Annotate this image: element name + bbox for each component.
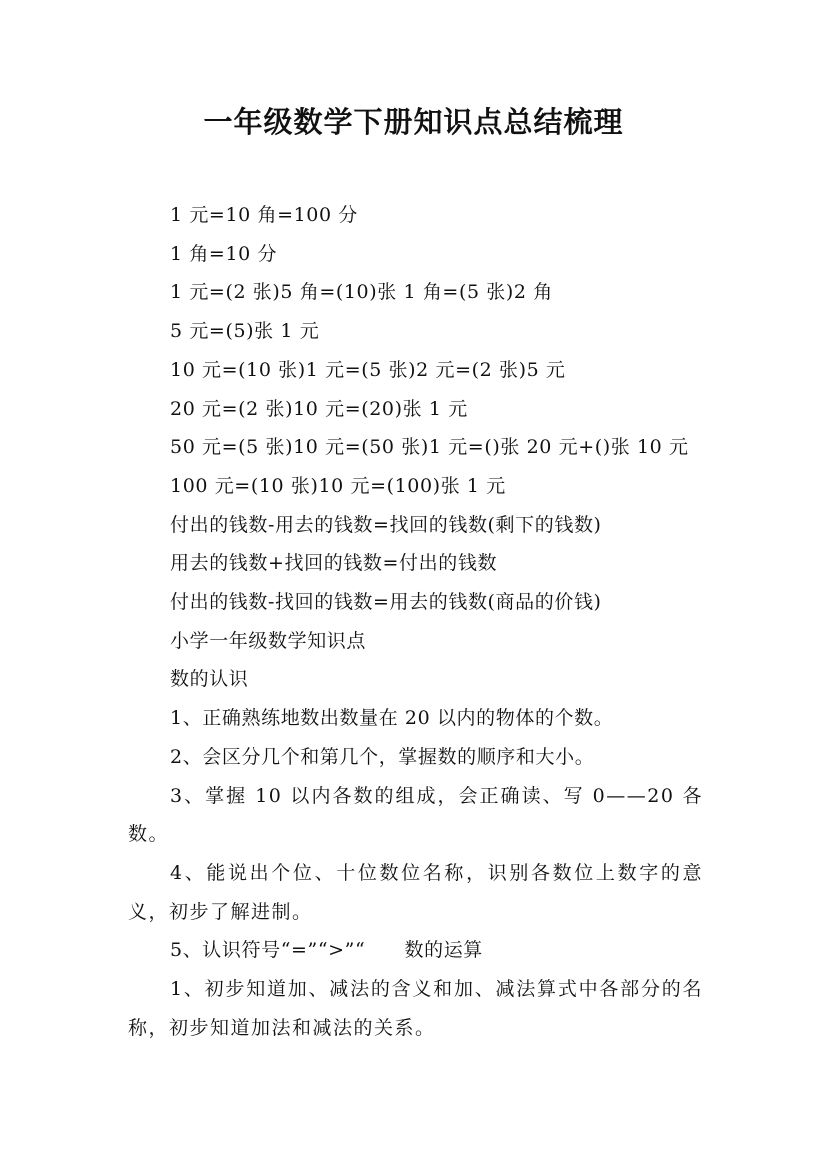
text-line-formula-3: 付出的钱数-找回的钱数=用去的钱数(商品的价钱) — [170, 591, 602, 614]
text-line-money-2: 1 角=10 分 — [170, 242, 278, 265]
text-line-money-6: 20 元=(2 张)10 元=(20)张 1 元 — [170, 397, 468, 420]
section-heading-knowledge: 小学一年级数学知识点 — [170, 629, 367, 652]
text-line-money-8: 100 元=(10 张)10 元=(100)张 1 元 — [170, 474, 506, 497]
text-line-money-3: 1 元=(2 张)5 角=(10)张 1 角=(5 张)2 角 — [170, 281, 553, 304]
operations-item-1: 1、初步知道加、减法的含义和加、减法算式中各部分的名称，初步知道加法和减法的关系。 — [128, 978, 703, 1039]
document-body — [128, 196, 703, 1047]
text-line-formula-2: 用去的钱数+找回的钱数=付出的钱数 — [170, 552, 498, 575]
text-line-money-7: 50 元=(5 张)10 元=(50 张)1 元=()张 20 元+()张 10 元 — [170, 436, 689, 459]
document-title: 一年级数学下册知识点总结梳理 — [203, 105, 624, 139]
list-item-5: 5、认识符号“=”“>”“ 数的运算 — [170, 939, 483, 962]
section-heading-numbers: 数的认识 — [170, 668, 249, 691]
text-line-money-5: 10 元=(10 张)1 元=(5 张)2 元=(2 张)5 元 — [170, 358, 566, 381]
text-line-formula-1: 付出的钱数-用去的钱数=找回的钱数(剩下的钱数) — [170, 513, 602, 536]
list-item-1: 1、正确熟练地数出数量在 20 以内的物体的个数。 — [170, 707, 614, 730]
list-item-2: 2、会区分几个和第几个，掌握数的顺序和大小。 — [170, 745, 595, 768]
text-line-money-4: 5 元=(5)张 1 元 — [170, 320, 320, 343]
list-item-4: 4、能说出个位、十位数位名称，识别各数位上数字的意义，初步了解进制。 — [128, 861, 703, 923]
text-line-money-1: 1 元=10 角=100 分 — [170, 204, 358, 226]
list-item-3: 3、掌握 10 以内各数的组成，会正确读、写 0——20 各数。 — [128, 784, 703, 846]
